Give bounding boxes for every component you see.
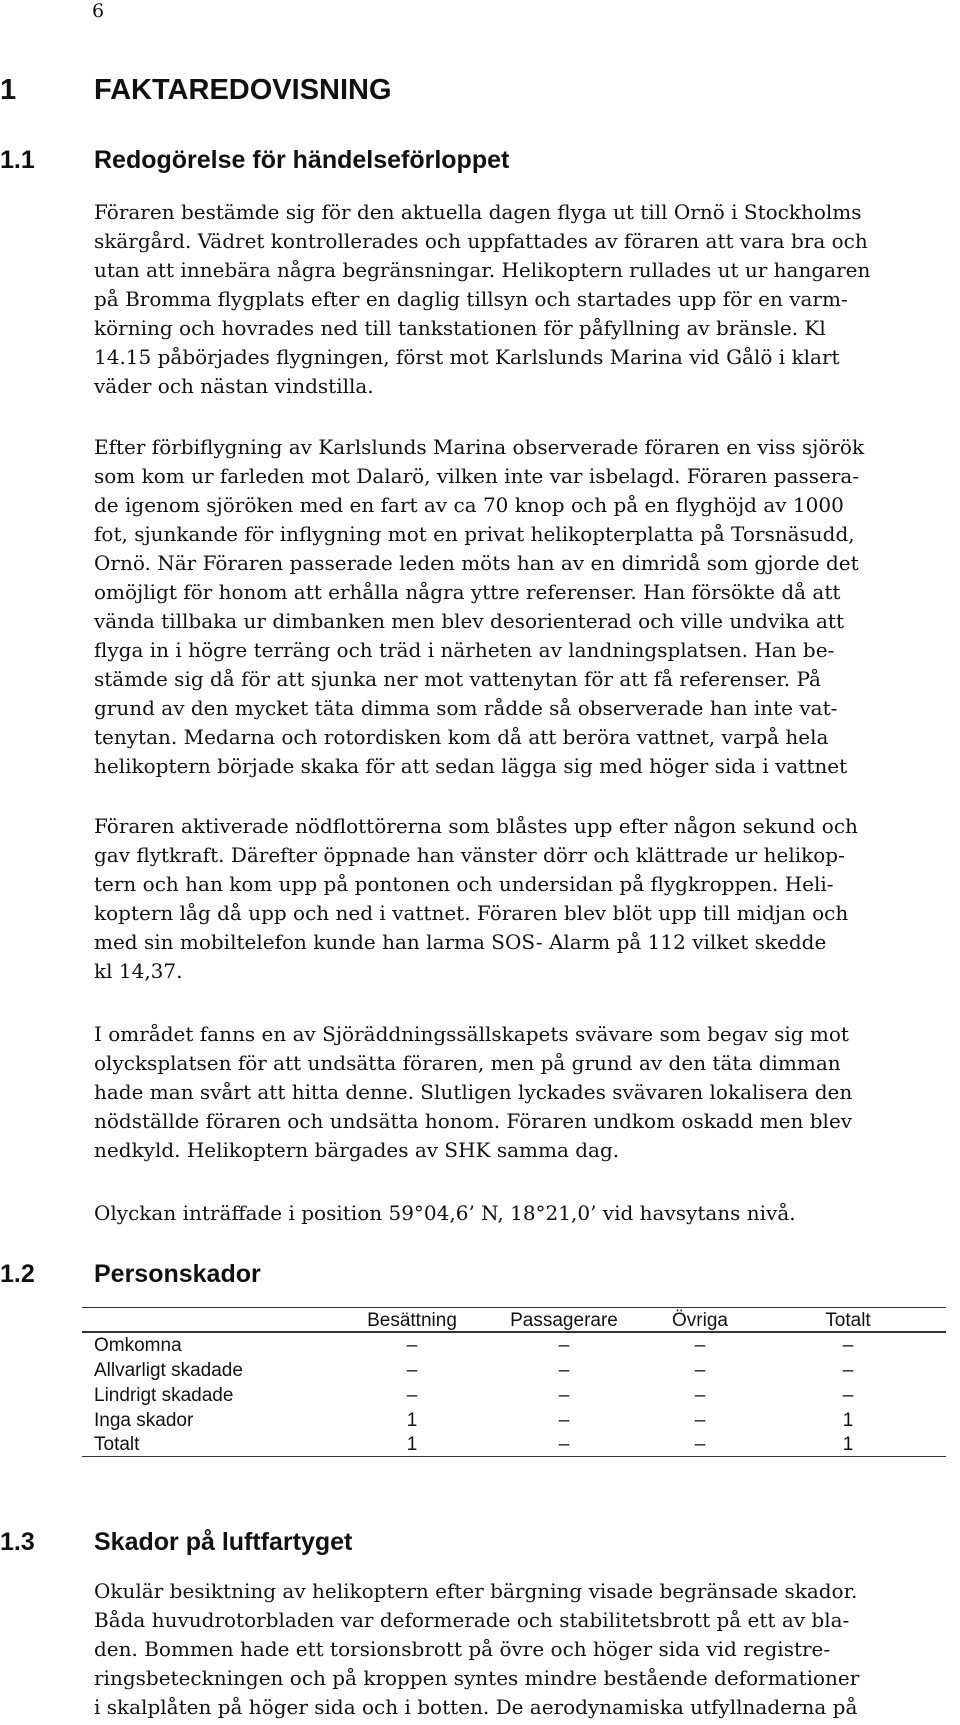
text-line: med sin mobiltelefon kunde han larma SOS- Alarm på 112 vilket skedde [94, 930, 827, 954]
table-row [82, 1385, 946, 1410]
cell-besattning: – [406, 1360, 418, 1381]
column-header: Passagerare [510, 1310, 618, 1331]
cell-totalt: – [842, 1335, 854, 1356]
text-line: i skalplåten på höger sida och i botten. De aerodynamiska utfyllnaderna på [94, 1695, 858, 1719]
cell-besattning: – [406, 1385, 418, 1406]
text-line: som kom ur farleden mot Dalarö, vilken inte var isbelagd. Föraren passera- [94, 464, 860, 488]
text-line: tern och han kom upp på pontonen och undersidan på flygkroppen. Heli- [94, 872, 834, 896]
cell-passagerare: – [558, 1410, 570, 1431]
text-line: kl 14,37. [94, 959, 183, 983]
text-line: gav flytkraft. Därefter öppnade han vänster dörr och klättrade ur helikop- [94, 843, 845, 867]
text-line: Okulär besiktning av helikoptern efter bärgning visade begränsade skador. [94, 1579, 858, 1603]
cell-besattning: – [406, 1335, 418, 1356]
text-line: körning och hovrades ned till tankstationen för påfyllning av bränsle. Kl [94, 316, 826, 340]
cell-totalt: – [842, 1385, 854, 1406]
text-line: koptern låg då upp och ned i vattnet. Föraren blev blöt upp till midjan och [94, 901, 849, 925]
table-row [82, 1410, 946, 1435]
cell-besattning: 1 [406, 1410, 418, 1431]
cell-ovriga: – [694, 1385, 706, 1406]
heading-title: FAKTAREDOVISNING [94, 74, 392, 106]
paragraph-1 [94, 198, 960, 401]
row-label: Lindrigt skadade [94, 1385, 234, 1406]
text-line: skärgård. Vädret kontrollerades och uppfattades av föraren att vara bra och [94, 229, 868, 253]
cell-passagerare: – [558, 1360, 570, 1381]
text-line: utan att innebära några begränsningar. Helikoptern rullades ut ur hangaren [94, 258, 871, 282]
table-row [82, 1360, 946, 1385]
text-line: tenytan. Medarna och rotordisken kom då att beröra vattnet, varpå hela [94, 725, 829, 749]
text-line: Efter förbiflygning av Karlslunds Marina observerade föraren en viss sjörök [94, 435, 865, 459]
cell-totalt: 1 [842, 1410, 854, 1431]
table-header-row [82, 1310, 946, 1332]
cell-passagerare: – [558, 1385, 570, 1406]
text-line: ringsbeteckningen och på kroppen syntes mindre bestående deformationer [94, 1666, 860, 1690]
text-line: Ornö. När Föraren passerade leden möts han av en dimridå som gjorde det [94, 551, 859, 575]
text-line: Olyckan inträffade i position 59°04,6’ N, 18°21,0’ vid havsytans nivå. [94, 1201, 796, 1225]
row-label: Inga skador [94, 1410, 194, 1431]
section-title: Redogörelse för händelseförloppet [94, 146, 510, 174]
text-line: Föraren bestämde sig för den aktuella dagen flyga ut till Ornö i Stockholms [94, 200, 862, 224]
cell-totalt: 1 [842, 1434, 854, 1455]
text-line: omöjligt för honom att erhålla några yttre referenser. Han försökte då att [94, 580, 841, 604]
cell-passagerare: – [558, 1434, 570, 1455]
table-header-rule [82, 1331, 946, 1333]
cell-besattning: 1 [406, 1434, 418, 1455]
paragraph-damage [94, 1577, 960, 1722]
heading-number: 1 [0, 74, 17, 106]
table-bottom-rule [82, 1456, 946, 1457]
column-header: Besättning [367, 1310, 457, 1331]
cell-ovriga: – [694, 1434, 706, 1455]
text-line: Föraren aktiverade nödflottörerna som blåstes upp efter någon sekund och [94, 814, 858, 838]
cell-totalt: – [842, 1360, 854, 1381]
text-line: olycksplatsen för att undsätta föraren, men på grund av den täta dimman [94, 1051, 841, 1075]
text-line: nödställde föraren och undsätta honom. Föraren undkom oskadd men blev [94, 1109, 853, 1133]
row-label: Allvarligt skadade [94, 1360, 243, 1381]
text-line: flyga in i högre terräng och träd i närheten av landningsplatsen. Han be- [94, 638, 835, 662]
text-line: stämde sig då för att sjunka ner mot vattenytan för att få referenser. På [94, 667, 821, 691]
paragraph-3 [94, 812, 960, 986]
table-row [82, 1335, 946, 1360]
text-line: grund av den mycket täta dimma som rådde så observerade han inte vat- [94, 696, 838, 720]
row-label: Omkomna [94, 1335, 182, 1356]
table-top-rule [82, 1307, 946, 1308]
column-header: Totalt [825, 1310, 871, 1331]
paragraph-2 [94, 433, 960, 781]
text-line: Båda huvudrotorbladen var deformerade och stabilitetsbrott på ett av bla- [94, 1608, 850, 1632]
cell-passagerare: – [558, 1335, 570, 1356]
text-line: väder och nästan vindstilla. [94, 374, 374, 398]
column-header: Övriga [672, 1310, 728, 1331]
row-label: Totalt [94, 1434, 140, 1455]
text-line: de igenom sjöröken med en fart av ca 70 knop och på en flyghöjd av 1000 [94, 493, 844, 517]
section-number: 1.1 [0, 146, 35, 174]
section-number: 1.2 [0, 1260, 35, 1288]
page-number: 6 [92, 0, 105, 22]
cell-ovriga: – [694, 1335, 706, 1356]
text-line: fot, sjunkande för inflygning mot en privat helikopterplatta på Torsnäsudd, [94, 522, 855, 546]
paragraph-4 [94, 1020, 960, 1165]
section-title: Personskador [94, 1260, 261, 1288]
text-line: vända tillbaka ur dimbanken men blev desorienterad och ville undvika att [94, 609, 844, 633]
cell-ovriga: – [694, 1360, 706, 1381]
text-line: I området fanns en av Sjöräddningssällskapets svävare som begav sig mot [94, 1022, 849, 1046]
cell-ovriga: – [694, 1410, 706, 1431]
text-line: hade man svårt att hitta denne. Slutligen lyckades svävaren lokalisera den [94, 1080, 853, 1104]
text-line: på Bromma flygplats efter en daglig tillsyn och startades upp för en varm- [94, 287, 848, 311]
text-line: helikoptern började skaka för att sedan lägga sig med höger sida i vattnet [94, 754, 848, 778]
section-title: Skador på luftfartyget [94, 1528, 353, 1556]
section-number: 1.3 [0, 1528, 35, 1556]
text-line: den. Bommen hade ett torsionsbrott på övre och höger sida vid registre- [94, 1637, 831, 1661]
text-line: nedkyld. Helikoptern bärgades av SHK samma dag. [94, 1138, 620, 1162]
text-line: 14.15 påbörjades flygningen, först mot Karlslunds Marina vid Gålö i klart [94, 345, 840, 369]
paragraph-position [94, 1199, 960, 1228]
